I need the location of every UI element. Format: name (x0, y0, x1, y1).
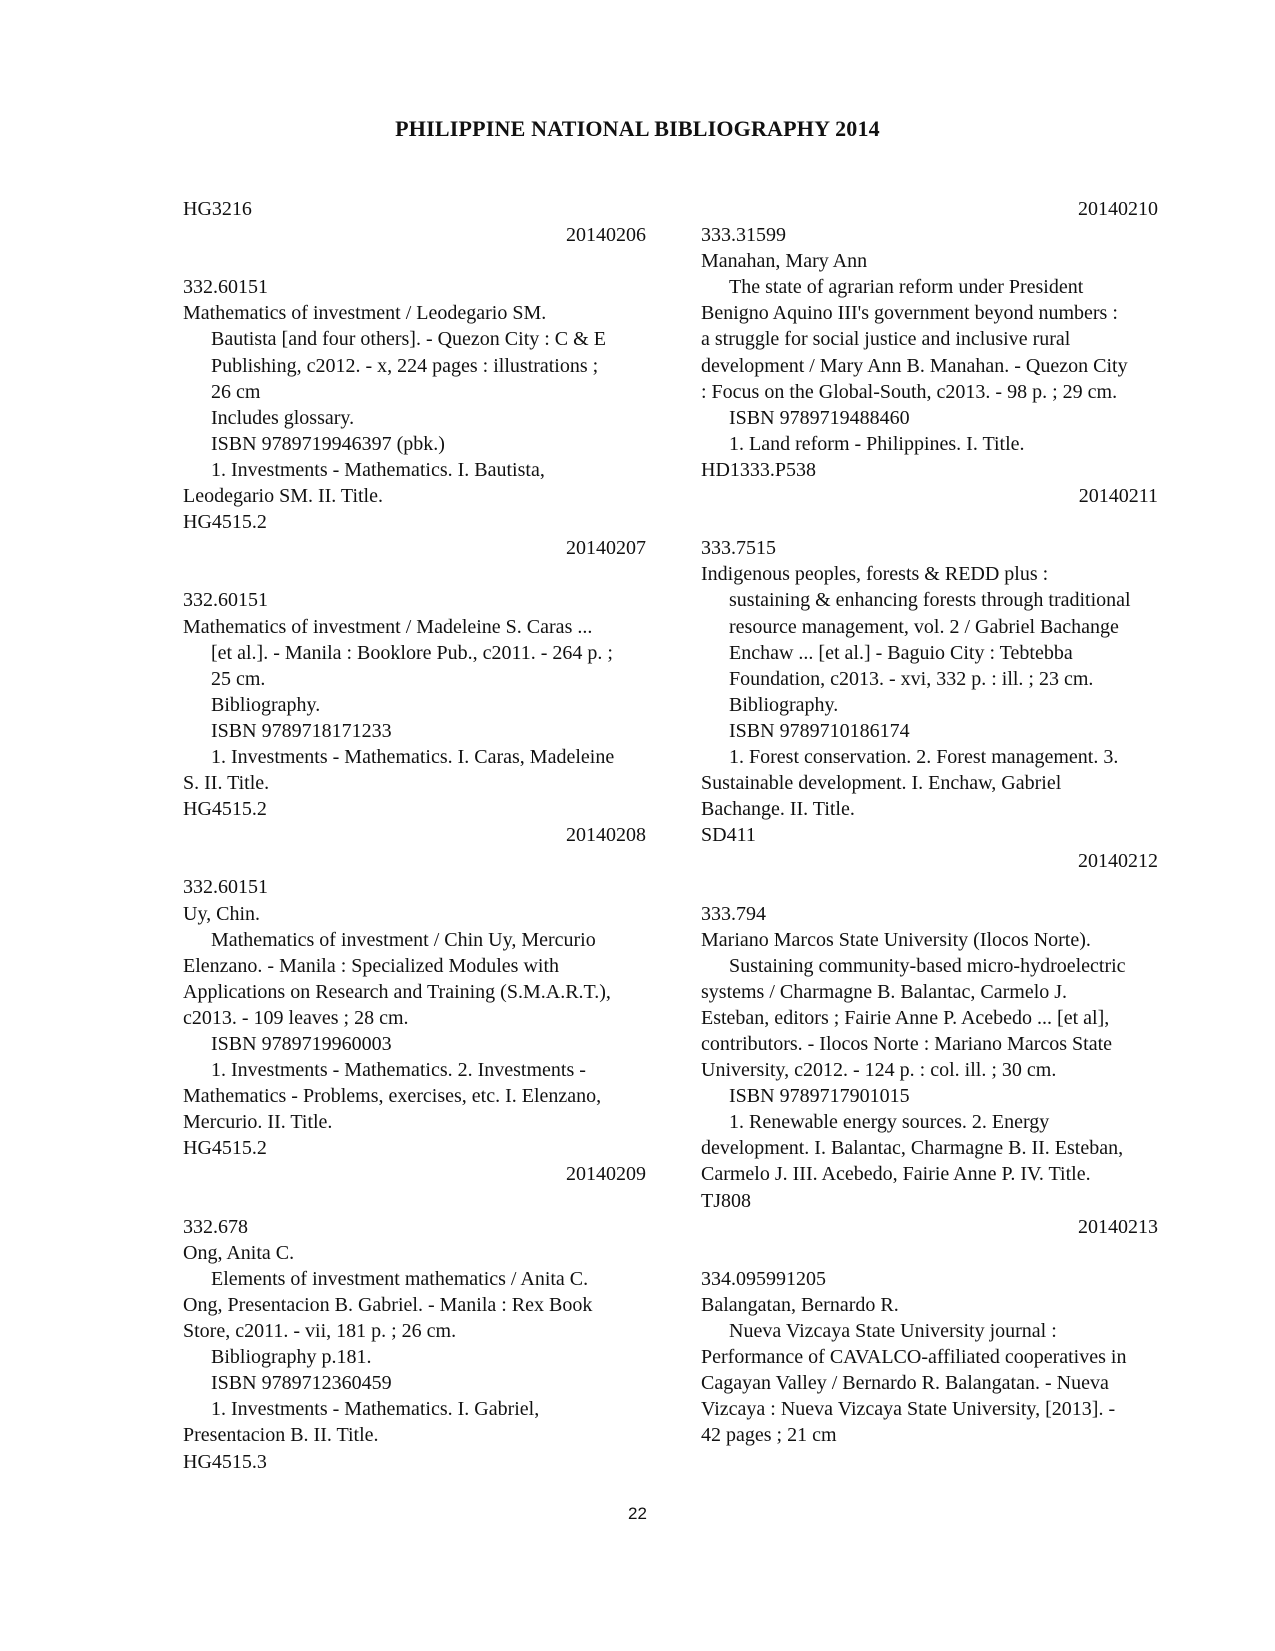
entry-number: 20140211 (1078, 485, 1158, 508)
blank-line (183, 248, 653, 274)
entry-text-line: S. II. Title. (183, 772, 270, 795)
entry-text-line: HG4515.3 (183, 1450, 267, 1473)
entry-text-line: 1. Land reform - Philippines. I. Title. (729, 432, 1025, 455)
entry-text-line: Manahan, Mary Ann (701, 250, 868, 273)
entry-text-line: Sustainable development. I. Enchaw, Gabriel (701, 772, 1062, 795)
entry-text-line: Elenzano. - Manila : Specialized Modules with (183, 954, 560, 977)
entry-text-line: 1. Renewable energy sources. 2. Energy (729, 1111, 1050, 1134)
page-number: 22 (628, 1504, 647, 1523)
entry-text-line: 333.31599 (701, 224, 786, 247)
entry-text-line: Store, c2011. - vii, 181 p. ; 26 cm. (183, 1320, 457, 1343)
entry-text-line: Bibliography. (211, 693, 321, 716)
entry-number: 20140209 (566, 1163, 646, 1186)
entry-text-line: HG4515.2 (183, 1137, 267, 1160)
entry-text-line: Balangatan, Bernardo R. (701, 1293, 899, 1316)
blank-line (701, 1240, 1191, 1266)
entry-text-line: Nueva Vizcaya State University journal : (729, 1320, 1057, 1343)
entry-text-line: 26 cm (211, 380, 261, 403)
entry-text-line: ISBN 9789712360459 (211, 1372, 392, 1395)
entry-text-line: Benigno Aquino III's government beyond numbers : (701, 302, 1118, 325)
entry-text-line: 25 cm. (211, 667, 266, 690)
entry-text-line: ISBN 9789719488460 (729, 406, 910, 429)
entry-text-line: University, c2012. - 124 p. : col. ill. ; 30 cm. (701, 1059, 1057, 1082)
entry-text-line: The state of agrarian reform under President (729, 276, 1084, 299)
entry-text-line: 334.095991205 (701, 1267, 826, 1290)
entry-text-line: systems / Charmagne B. Balantac, Carmelo J. (701, 980, 1068, 1003)
page-header: PHILIPPINE NATIONAL BIBLIOGRAPHY 2014 (395, 116, 880, 141)
entry-text-line: HG4515.2 (183, 798, 267, 821)
blank-line (183, 848, 653, 874)
entry-text-line: 1. Investments - Mathematics. I. Bautista, (211, 458, 545, 481)
entry-text-line: 1. Investments - Mathematics. I. Gabriel, (211, 1398, 540, 1421)
entry-text-line: development. I. Balantac, Charmagne B. II. Esteban, (701, 1137, 1124, 1160)
entry-text-line: Mathematics of investment / Leodegario SM. (183, 302, 547, 325)
blank-line (183, 561, 653, 587)
entry-text-line: HG4515.2 (183, 511, 267, 534)
entry-text-line: Vizcaya : Nueva Vizcaya State University, [2013]. - (701, 1398, 1116, 1421)
entry-number: 20140212 (1078, 850, 1158, 873)
entry-text-line: a struggle for social justice and inclusive rural (701, 328, 1071, 351)
entry-text-line: development / Mary Ann B. Manahan. - Quezon City (701, 354, 1128, 377)
entry-number: 20140208 (566, 824, 646, 847)
entry-text-line: : Focus on the Global-South, c2013. - 98 p. ; 29 cm. (701, 380, 1118, 403)
entry-text-line: ISBN 9789718171233 (211, 719, 392, 742)
entry-number: 20140207 (566, 537, 646, 560)
entry-number: 20140213 (1078, 1215, 1158, 1238)
entry-text-line: contributors. - Ilocos Norte : Mariano Marcos State (701, 1033, 1113, 1055)
entry-number: 20140210 (1078, 198, 1158, 220)
entry-text-line: 333.794 (701, 902, 766, 925)
entry-text-line: Bibliography. (729, 693, 839, 716)
entry-text-line: Ong, Anita C. (183, 1241, 295, 1264)
entry-text-line: Presentacion B. II. Title. (183, 1424, 379, 1447)
entry-text-line: Esteban, editors ; Fairie Anne P. Acebedo ... [et al], (701, 1006, 1110, 1029)
entry-text-line: Applications on Research and Training (S.M.A.R.T.), (183, 980, 611, 1003)
entry-text-line: 332.60151 (183, 876, 268, 899)
entry-text-line: 332.678 (183, 1215, 248, 1238)
entry-text-line: Carmelo J. III. Acebedo, Fairie Anne P. IV. Title. (701, 1163, 1091, 1186)
entry-text-line: TJ808 (701, 1189, 751, 1212)
entry-text-line: Foundation, c2013. - xvi, 332 p. : ill. ; 23 cm. (729, 667, 1094, 690)
entry-text-line: 1. Investments - Mathematics. I. Caras, Madeleine (211, 745, 615, 768)
entry-text-line: Mathematics of investment / Madeleine S. Caras ... (183, 615, 593, 638)
entry-text-line: SD411 (701, 824, 756, 847)
entry-text-line: HD1333.P538 (701, 458, 817, 481)
entry-text-line: Publishing, c2012. - x, 224 pages : illustrations ; (211, 354, 599, 377)
entry-text-line: c2013. - 109 leaves ; 28 cm. (183, 1006, 409, 1029)
entry-text-line: Mathematics - Problems, exercises, etc. I. Elenzano, (183, 1085, 602, 1108)
entry-number: 20140206 (566, 224, 646, 247)
entry-text-line: [et al.]. - Manila : Booklore Pub., c2011. - 264 p. ; (211, 641, 613, 664)
entry-text-line: HG3216 (183, 198, 252, 220)
entry-text-line: Ong, Presentacion B. Gabriel. - Manila : Rex Book (183, 1293, 593, 1316)
entry-text-line: 332.60151 (183, 276, 268, 299)
entry-text-line: 42 pages ; 21 cm (701, 1424, 837, 1447)
entry-text-line: Indigenous peoples, forests & REDD plus : (701, 563, 1049, 586)
entry-text-line: ISBN 9789719960003 (211, 1033, 392, 1055)
entry-text-line: Leodegario SM. II. Title. (183, 485, 383, 508)
entry-text-line: 1. Investments - Mathematics. 2. Investments - (211, 1059, 586, 1082)
blank-line (701, 509, 1191, 535)
entry-text-line: sustaining & enhancing forests through traditional (729, 589, 1131, 612)
entry-text-line: ISBN 9789710186174 (729, 719, 910, 742)
entry-text-line: Bautista [and four others]. - Quezon City : C & E (211, 328, 606, 351)
entry-text-line: 333.7515 (701, 537, 776, 560)
blank-line (183, 1188, 653, 1214)
blank-line (701, 874, 1191, 900)
entry-text-line: 332.60151 (183, 589, 268, 612)
entry-text-line: Includes glossary. (211, 406, 355, 429)
entry-text-line: resource management, vol. 2 / Gabriel Bachange (729, 615, 1119, 638)
entry-text-line: ISBN 9789719946397 (pbk.) (211, 432, 445, 455)
entry-text-line: ISBN 9789717901015 (729, 1085, 910, 1108)
entry-text-line: Mariano Marcos State University (Ilocos Norte). (701, 928, 1091, 951)
entry-text-line: Mercurio. II. Title. (183, 1111, 333, 1134)
left-column (183, 196, 653, 1475)
entry-text-line: Elements of investment mathematics / Anita C. (211, 1267, 589, 1290)
entry-text-line: Mathematics of investment / Chin Uy, Mercurio (211, 928, 596, 951)
entry-text-line: Bibliography p.181. (211, 1346, 372, 1369)
entry-text-line: 1. Forest conservation. 2. Forest management. 3. (729, 745, 1119, 768)
entry-text-line: Performance of CAVALCO-affiliated cooperatives in (701, 1346, 1127, 1369)
entry-text-line: Uy, Chin. (183, 902, 261, 925)
right-column (701, 196, 1191, 1449)
entry-text-line: Bachange. II. Title. (701, 798, 855, 821)
entry-text-line: Sustaining community-based micro-hydroelectric (729, 954, 1126, 977)
entry-text-line: Cagayan Valley / Bernardo R. Balangatan. - Nueva (701, 1372, 1109, 1395)
entry-text-line: Enchaw ... [et al.] - Baguio City : Tebtebba (729, 641, 1073, 664)
